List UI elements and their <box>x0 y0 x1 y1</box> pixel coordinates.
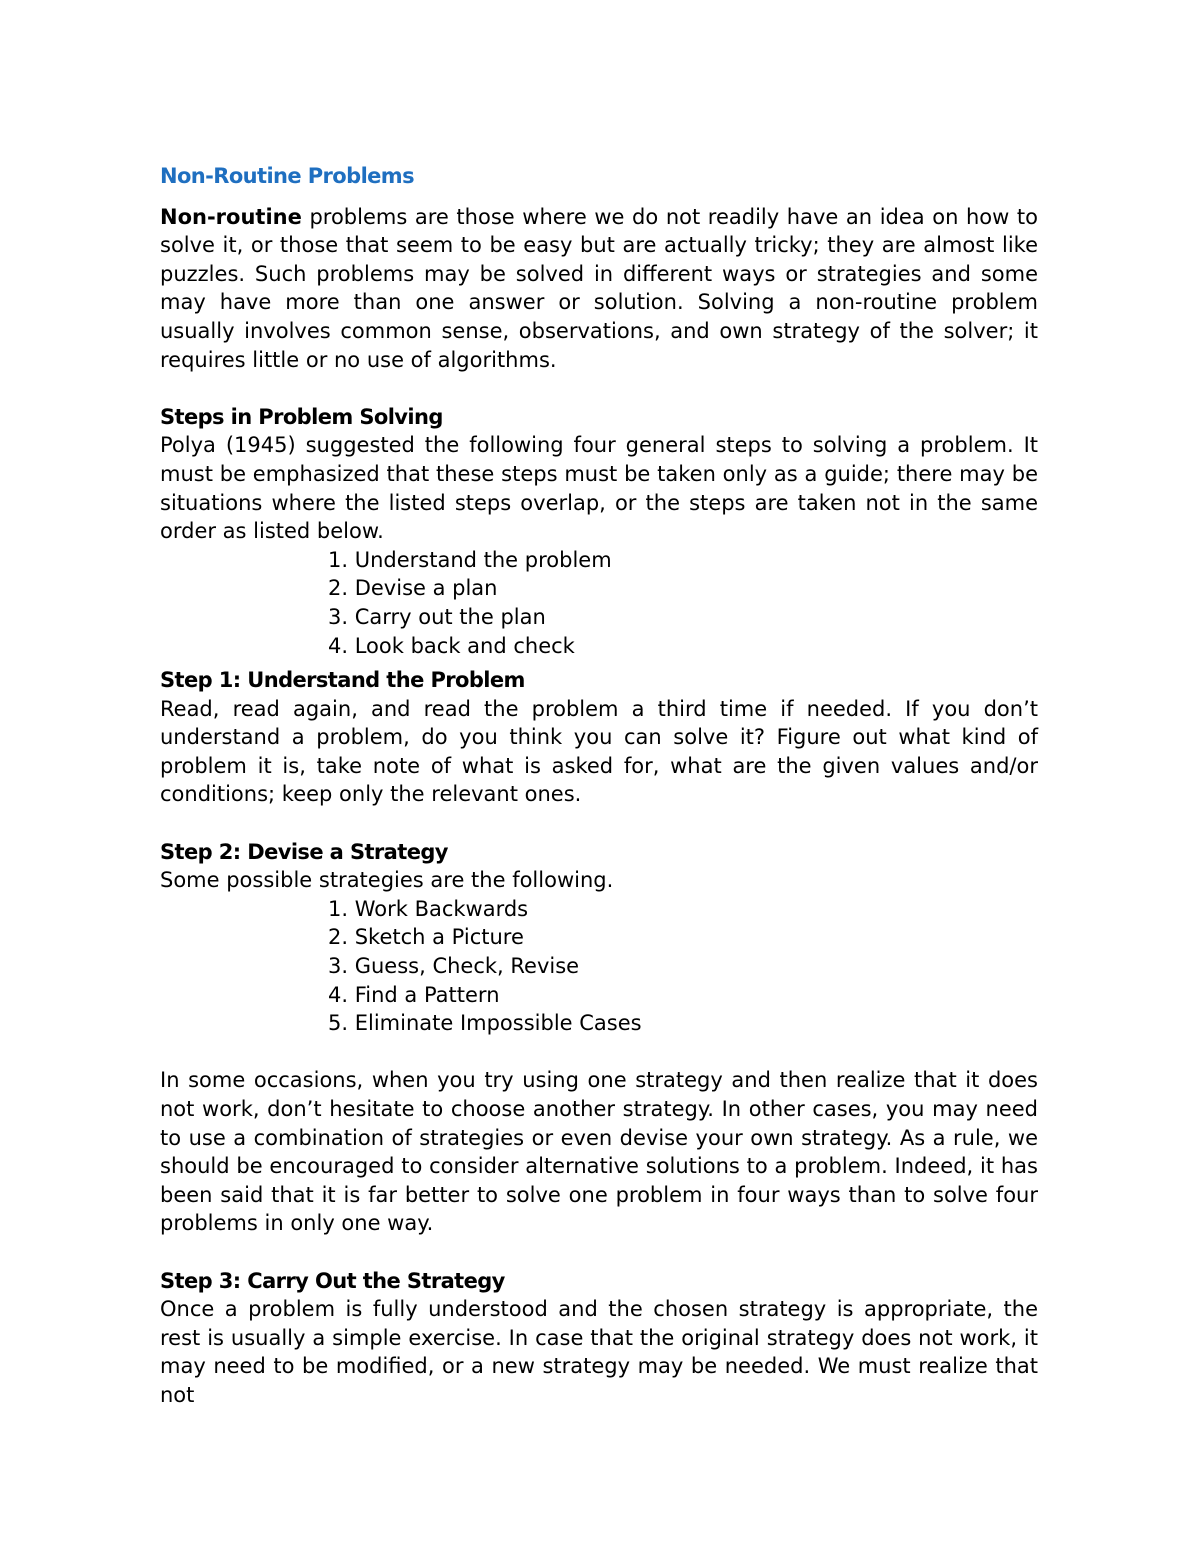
intro-text: problems are those where we do not readily have an idea on how to solve it, or those that seem to be easy but are actually tricky; they are almost like puzzles. Such problems may be solved in different ways or strategies and some may have more than one answer or solution. Solving a non-routine problem usually involves common sense, observations, and own strategy of the solver; it requires little or no use of algorithms. <box>160 204 1038 372</box>
step3-heading: Step 3: Carry Out the Strategy <box>160 1268 505 1293</box>
step2-paragraph: Some possible strategies are the following. <box>160 868 614 893</box>
step3-paragraph: Once a problem is fully understood and the chosen strategy is appropriate, the rest is usually a simple exercise. In case that the original strategy does not work, it may need to be modified, or a new strategy may be needed. We must realize that not <box>160 1297 1038 1407</box>
intro-term: Non-routine <box>160 204 302 229</box>
steps-paragraph: Polya (1945) suggested the following four general steps to solving a problem. It must be emphasized that these steps must be taken only as a guide; there may be situations where the listed steps overlap, or the steps are taken not in the same order as listed below. <box>160 433 1038 544</box>
list-item: 3. Guess, Check, Revise <box>328 954 580 979</box>
list-item: 2. Sketch a Picture <box>328 925 524 950</box>
step1-paragraph: Read, read again, and read the problem a third time if needed. If you don’t understand a problem, do you think you can solve it? Figure out what kind of problem it is, take note of what is asked for, what are the given values and/or conditions; keep only the relevant ones. <box>160 696 1038 807</box>
page-title: Non-Routine Problems <box>160 164 414 188</box>
list-item: 1. Work Backwards <box>328 896 529 921</box>
list-item: 4. Look back and check <box>328 633 575 658</box>
list-item: 1. Understand the problem <box>328 547 612 572</box>
list-item: 5. Eliminate Impossible Cases <box>328 1011 642 1036</box>
list-item: 2. Devise a plan <box>328 576 498 601</box>
step1-heading: Step 1: Understand the Problem <box>160 668 525 693</box>
steps-list <box>160 546 1038 660</box>
list-item: 4. Find a Pattern <box>328 982 500 1007</box>
strategies-list <box>160 895 1038 1038</box>
step2-heading: Step 2: Devise a Strategy <box>160 839 448 864</box>
document-page <box>160 162 1038 1410</box>
step2-followup-paragraph: In some occasions, when you try using one strategy and then realize that it does not work, don’t hesitate to choose another strategy. In other cases, you may need to use a combination of strategies or even devise your own strategy. As a rule, we should be encouraged to consider alternative solutions to a problem. Indeed, it has been said that it is far better to solve one problem in four ways than to solve four problems in only one way. <box>160 1068 1038 1236</box>
steps-heading: Steps in Problem Solving <box>160 404 443 429</box>
intro-paragraph <box>160 203 1038 375</box>
list-item: 3. Carry out the plan <box>328 604 546 629</box>
